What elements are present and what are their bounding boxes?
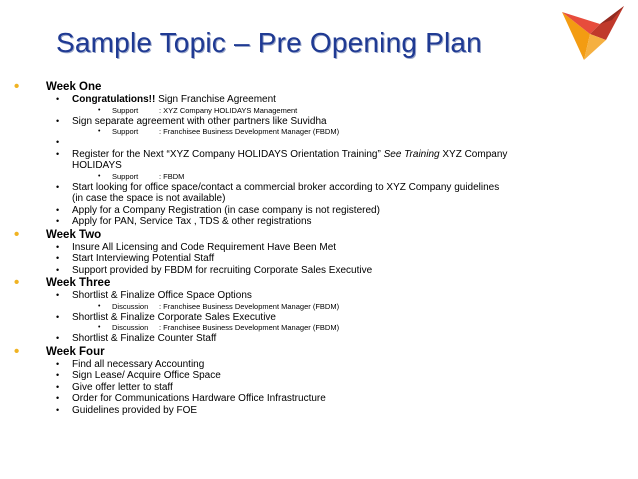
item-italic-text: See Training	[383, 148, 440, 160]
bullet-icon: •	[14, 274, 20, 291]
sub-item-value: : XYZ Company HOLIDAYS Management	[159, 105, 298, 115]
item-text: Sign separate agreement with other partners like Suvidha	[72, 115, 327, 127]
list-item: • Sign Lease/ Acquire Office Space	[56, 370, 221, 381]
item-bold-text: Congratulations!!	[72, 94, 156, 105]
week-label: Week Three	[46, 277, 111, 289]
fox-logo-icon	[560, 4, 626, 62]
sub-item: • Support : XYZ Company HOLIDAYS Management	[98, 105, 298, 115]
slide-content	[8, 80, 628, 416]
item-text: Shortlist & Finalize Counter Staff	[72, 333, 217, 344]
list-item: • Order for Communications Hardware Office Infrastructure	[56, 393, 326, 404]
list-item: • Apply for PAN, Service Tax , TDS & other registrations	[56, 216, 312, 227]
week-heading	[8, 274, 628, 291]
list-item: • Apply for a Company Registration (in case company is not registered)	[56, 204, 380, 216]
item-text: Apply for a Company Registration (in case company is not registered)	[72, 204, 380, 216]
item-text: Guidelines provided by FOE	[72, 404, 198, 416]
sub-item-key: Discussion	[112, 301, 149, 311]
item-text: Start Interviewing Potential Staff	[72, 253, 215, 264]
list-item: • Shortlist & Finalize Counter Staff	[56, 333, 217, 344]
sub-item-key: Support	[112, 171, 139, 181]
sub-item: • Support : FBDM	[98, 171, 185, 181]
item-text-line2: (in case the space is not available)	[72, 193, 226, 204]
week-label: Week One	[46, 81, 102, 93]
sub-item-key: Discussion	[112, 323, 149, 332]
sub-item: • Support : Franchisee Business Development Manager (FBDM)	[98, 127, 340, 136]
sub-item: • Discussion : Franchisee Business Development Manager (FBDM)	[98, 301, 340, 311]
list-item: • Start looking for office space/contact a commercial broker according to XYZ Company guidelines (in case the space is not available)	[56, 181, 500, 204]
item-text-line2: HOLIDAYS	[72, 160, 122, 171]
list-item: • Register for the Next “XYZ Company HOLIDAYS Orientation Training” See Training XYZ Company HOLIDAYS	[56, 148, 508, 171]
week-label: Week Two	[46, 228, 102, 241]
bullet-icon: •	[14, 78, 20, 95]
item-text: Sign Franchise Agreement	[155, 94, 276, 105]
bullet-icon: •	[14, 225, 20, 243]
list-item: • Insure All Licensing and Code Requirement Have Been Met	[56, 241, 337, 253]
item-text: Start looking for office space/contact a commercial broker according to XYZ Company guidelines	[72, 181, 500, 193]
slide-title: Sample Topic – Pre Opening Plan	[56, 27, 482, 58]
item-text: Order for Communications Hardware Office Infrastructure	[72, 393, 326, 404]
list-item: • Shortlist & Finalize Corporate Sales Executive	[56, 311, 276, 323]
list-item: • Sign separate agreement with other partners like Suvidha	[56, 115, 327, 127]
week-heading	[8, 225, 628, 243]
list-item: • Guidelines provided by FOE	[56, 404, 198, 416]
week-heading	[8, 78, 628, 95]
sub-item-value: : Franchisee Business Development Manager (FBDM)	[159, 127, 340, 136]
item-text: Support provided by FBDM for recruiting Corporate Sales Executive	[72, 264, 373, 276]
list-item: •	[56, 137, 60, 147]
sub-item-value: : Franchisee Business Development Manager (FBDM)	[159, 323, 340, 332]
sub-item-value: : Franchisee Business Development Manager (FBDM)	[159, 301, 340, 311]
week-heading	[8, 342, 628, 360]
item-text: Register for the Next “XYZ Company HOLIDAYS Orientation Training”	[72, 148, 381, 160]
item-text: Apply for PAN, Service Tax , TDS & other registrations	[72, 216, 312, 227]
sub-item-key: Support	[112, 105, 139, 115]
list-item: • Find all necessary Accounting	[56, 358, 205, 370]
sub-item: • Discussion : Franchisee Business Development Manager (FBDM)	[98, 323, 340, 332]
item-text: Shortlist & Finalize Office Space Options	[72, 290, 252, 301]
item-text: Insure All Licensing and Code Requirement Have Been Met	[72, 241, 337, 253]
item-text: Give offer letter to staff	[72, 381, 173, 393]
item-text: Shortlist & Finalize Corporate Sales Executive	[72, 311, 276, 323]
week-label: Week Four	[46, 345, 105, 358]
sub-item-key: Support	[112, 127, 139, 136]
bullet-icon: •	[14, 342, 20, 360]
list-item: • Start Interviewing Potential Staff	[56, 253, 215, 264]
list-item: • Shortlist & Finalize Office Space Options	[56, 290, 252, 301]
list-item: • Congratulations!! Sign Franchise Agreement	[56, 94, 276, 105]
list-item: • Support provided by FBDM for recruiting Corporate Sales Executive	[56, 264, 373, 276]
item-text: XYZ Company	[439, 148, 508, 160]
list-item: • Give offer letter to staff	[56, 381, 173, 393]
item-text: Find all necessary Accounting	[72, 358, 205, 370]
sub-item-value: : FBDM	[159, 171, 185, 181]
item-text: Sign Lease/ Acquire Office Space	[72, 370, 221, 381]
